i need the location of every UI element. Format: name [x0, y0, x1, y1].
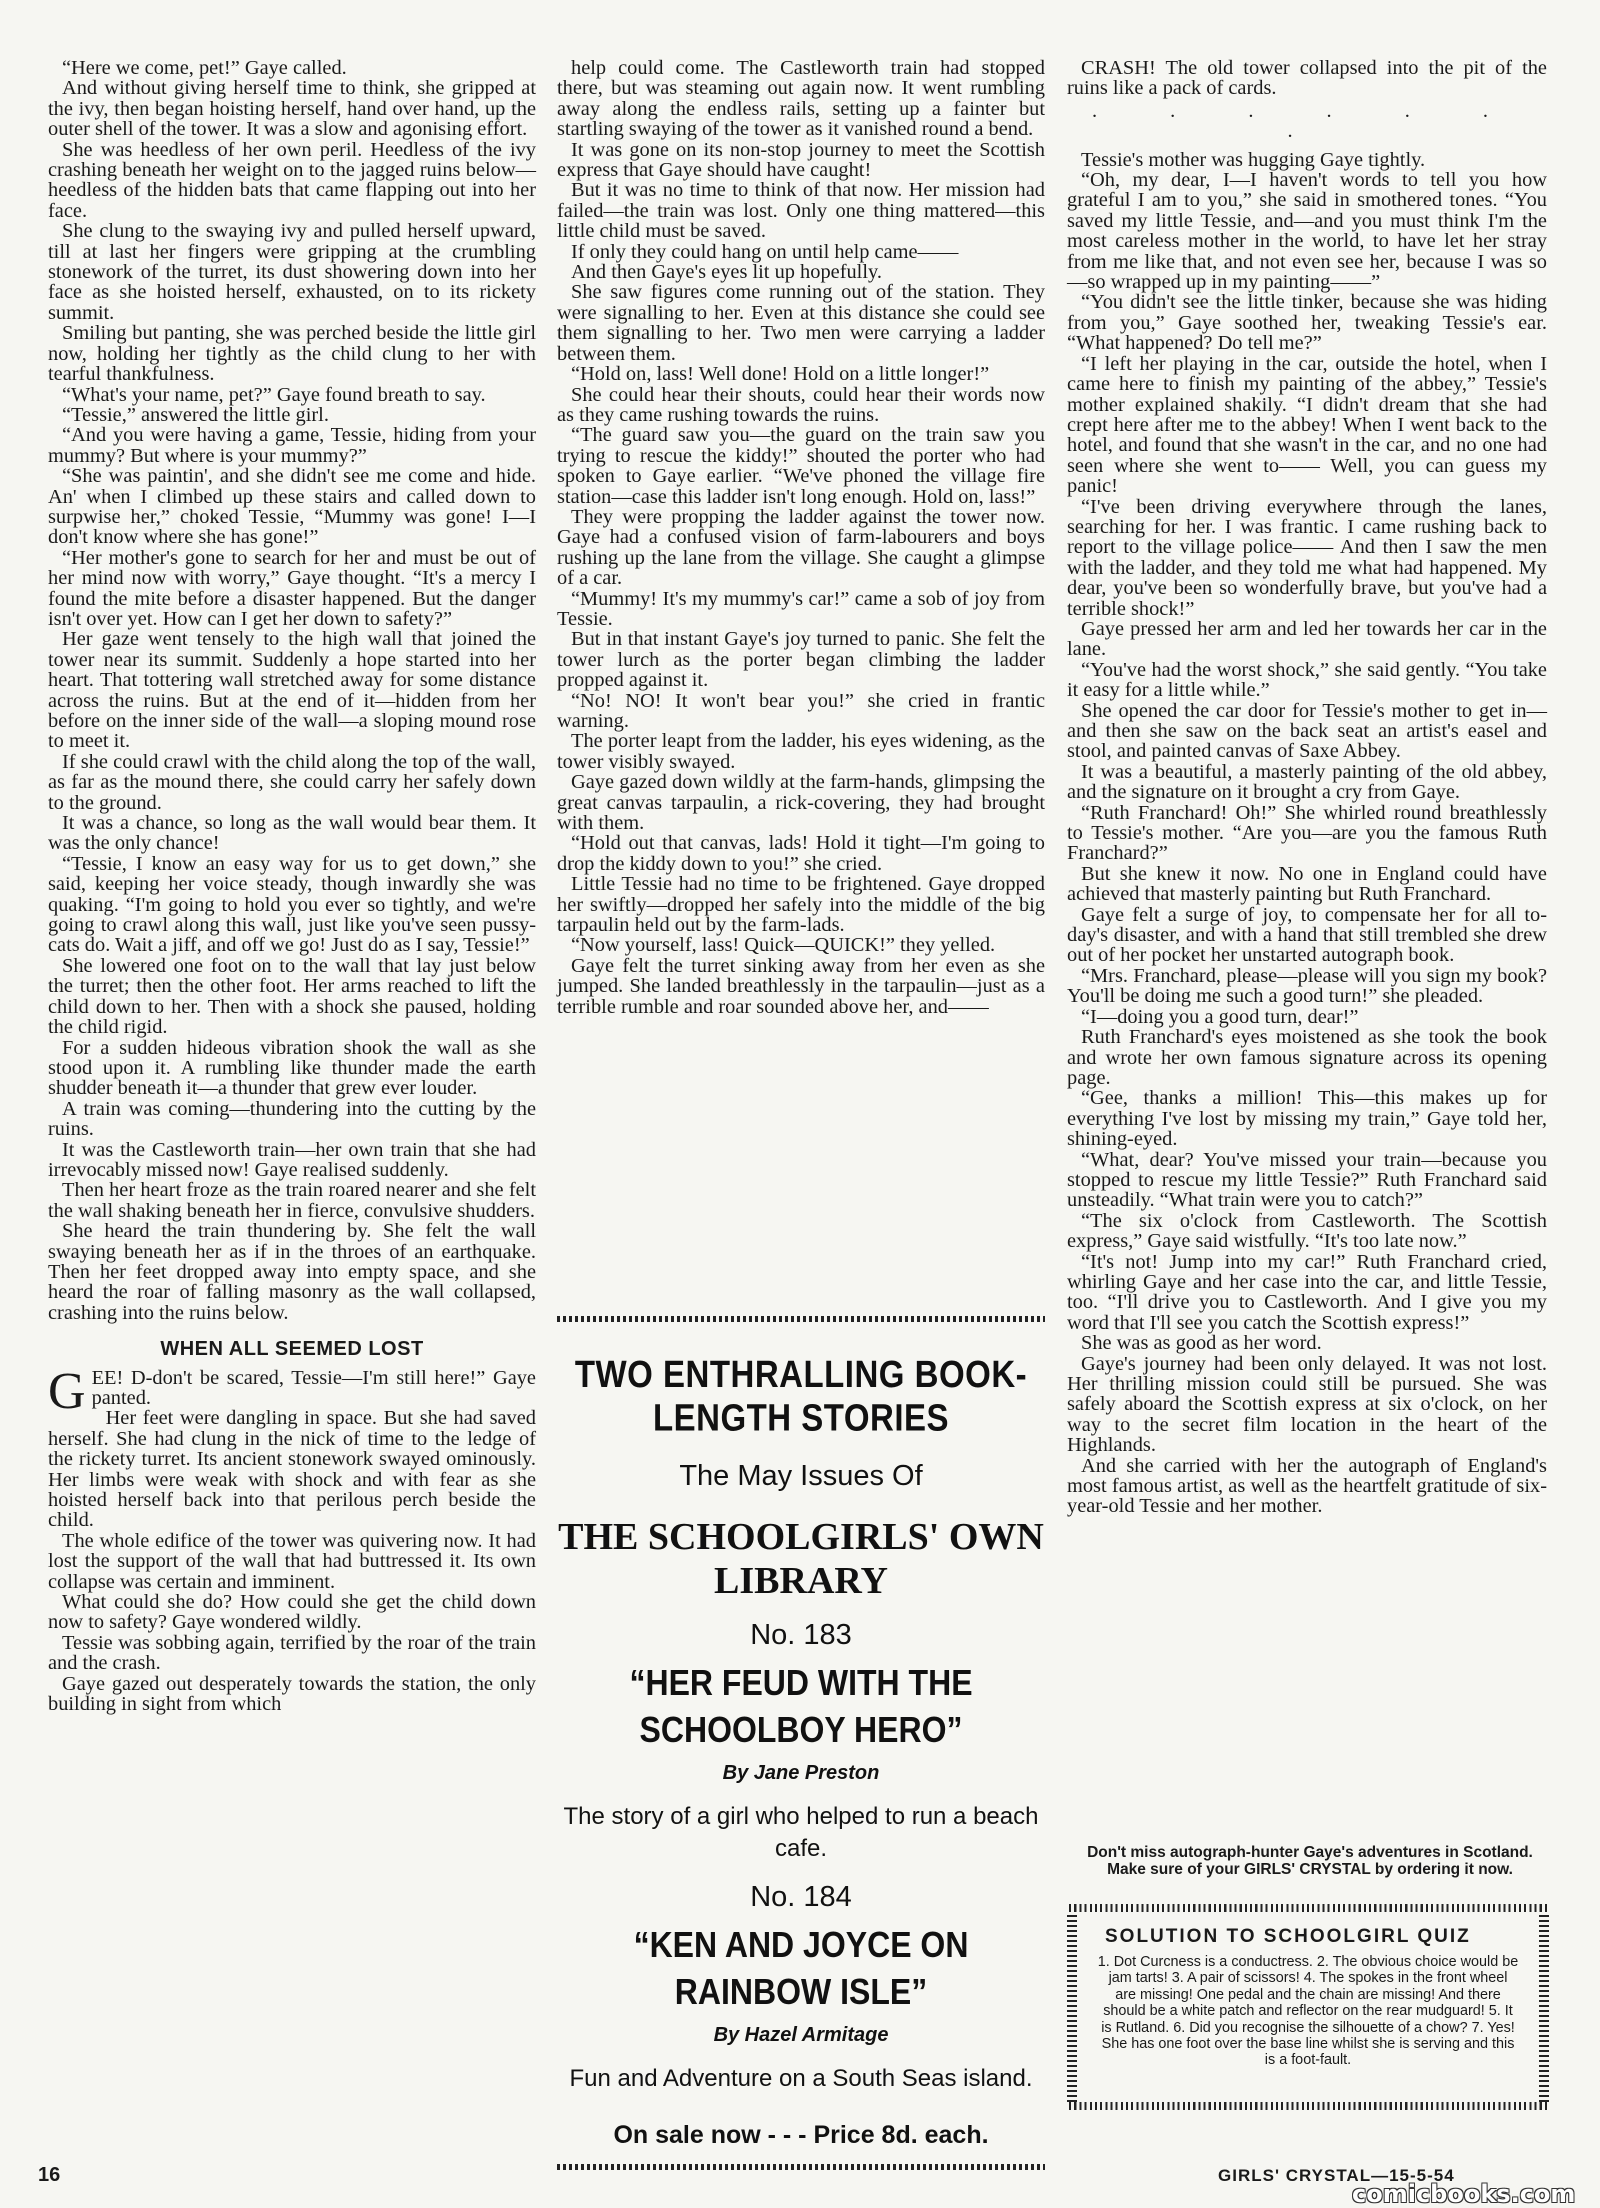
story-paragraph: “You didn't see the little tinker, because she was hiding from you,” Gaye soothed her, tweaking Tessie's ear. “What happened? Do tell me?”: [1067, 291, 1547, 355]
story-paragraph: And without giving herself time to think, she gripped at the ivy, then began hoisting herself, hand over hand, up the outer shell of the tower. It was a slow and agonising effort.: [48, 77, 536, 141]
story-paragraph: For a sudden hideous vibration shook the wall as she stood upon it. A rumbling like thunder made the earth shudder beneath it—a thunder that grew ever louder.: [48, 1036, 536, 1100]
story-paragraph: She was as good as her word.: [1081, 1332, 1322, 1355]
quiz-answers: 1. Dot Curcness is a conductress. 2. The obvious choice would be jam tarts! 3. A pair of scissors! 4. The spokes in the front wheel are missing! One pedal and the chain are missing! And there should be a white patch and reflector on the rear mudguard! 5. It is Rutland. 6. Did you recognise the silhouette of a chow? 7. Yes! She has one foot over the base line whilst she is serving and this is a foot-fault.: [1097, 1954, 1519, 2069]
story-paragraph: “Tessie,” answered the little girl.: [62, 403, 329, 426]
story-paragraph: She heard the train thundering by. She felt the wall swaying beneath her as if in the throes of an earthquake. Then her feet dropped away into empty space, and she heard the roar of falling masonry as the wall collapsed, crashing into the ruins below.: [48, 1220, 536, 1324]
library-advert: [557, 1316, 1045, 2149]
story-paragraph: Gaye's journey had been only delayed. It was not lost. Her thrilling mission could still be pursued. She was safely aboard the Scottish express at six o'clock, on her way to the secret film location in the heart of the Highlands.: [1067, 1352, 1547, 1457]
dropcap-letter: G: [48, 1362, 86, 1420]
advert-book-number: No. 184: [750, 1881, 852, 1913]
section-heading: WHEN ALL SEEMED LOST: [160, 1338, 424, 1361]
story-paragraph: Ruth Franchard's eyes moistened as she took the book and wrote her own famous signature across its opening page.: [1067, 1026, 1547, 1089]
story-paragraph: She lowered one foot on to the wall that lay just below the turret; then the other foot. Her arms reached to lift the child down to her. Then with a shock she paused, holding the child rigid.: [48, 954, 536, 1039]
quiz-box-left-border: [1067, 1912, 1077, 2102]
story-column-2: [557, 58, 1045, 1017]
story-column-1: [48, 58, 536, 1715]
story-paragraph: But she knew it now. No one in England could have achieved that masterly painting but Ruth Franchard.: [1067, 862, 1547, 906]
story-paragraph: Her gaze went tensely to the high wall that joined the tower near its summit. Suddenly a hope started into her heart. That tottering wall stretched away for some distance across the ruins. But at the end of it—hidden from her before on the inner side of the wall—a sloping mound rose to meet it.: [48, 628, 536, 753]
story-paragraph: “Hold out that canvas, lads! Hold it tight—I'm going to drop the kiddy down to you!” she cried.: [557, 832, 1045, 875]
story-paragraph: If only they could hang on until help came——: [571, 240, 959, 263]
story-paragraph: But it was no time to think of that now. Her mission had failed—the train was lost. Only one thing mattered—this little child must be saved.: [557, 179, 1045, 243]
story-paragraph: What could she do? How could she get the child down now to safety? Gaye wondered wildly.: [48, 1591, 536, 1634]
advert-price-line: On sale now - - - Price 8d. each.: [613, 2121, 989, 2149]
story-paragraph: “It's not! Jump into my car!” Ruth Franchard cried, whirling Gaye and her case into the car, and little Tessie, too. “I'll drive you to Castleworth. And I give you my word that I'll see you catch the Scottish express!”: [1067, 1250, 1547, 1334]
story-paragraph: And then Gaye's eyes lit up hopefully.: [571, 261, 882, 284]
advert-book-description: Fun and Adventure on a South Seas island.: [569, 2065, 1033, 2092]
advert-book-title: “HER FEUD WITH THE SCHOOLBOY HERO”: [629, 1662, 973, 1750]
story-paragraph: Tessie's mother was hugging Gaye tightly.: [1081, 148, 1426, 171]
story-paragraph: “I—doing you a good turn, dear!”: [1081, 1005, 1359, 1028]
dropcap-paragraph: [48, 1362, 536, 1420]
story-paragraph: “Her mother's gone to search for her and must be out of her mind now with worry,” Gaye thought. “It's a mercy I found the mite before a disaster happened. But the danger isn't over yet. How can I get her down to safety?”: [48, 546, 536, 630]
story-paragraph: “Ruth Franchard! Oh!” She whirled round breathlessly to Tessie's mother. “Are you—are you the famous Ruth Franchard?”: [1067, 801, 1547, 865]
quiz-solution-box: [1067, 1904, 1549, 2110]
story-paragraph: “The six o'clock from Castleworth. The Scottish express,” Gaye said wistfully. “It's too late now.”: [1067, 1209, 1547, 1253]
story-paragraph: She was heedless of her own peril. Heedless of the ivy crashing beneath her weight on to the jagged ruins below—heedless of the hidden bats that came flapping out into her face.: [48, 138, 536, 222]
story-paragraph: “I've been driving everywhere through the lanes, searching for her. I was frantic. I came rushing back to report to the village police—— And then I saw the men with the ladder, and they told me what had happened. My dear, you've been so wonderfully brave, but you've had a terrible shock!”: [1067, 495, 1547, 620]
story-column-3: [1067, 58, 1547, 1517]
story-paragraph: “And you were having a game, Tessie, hiding from your mummy? But where is your mummy?”: [48, 424, 536, 467]
story-paragraph: Gaye felt a surge of joy, to compensate her for all to-day's disaster, and with a hand that still trembled she drew out of her pocket her unstarted autograph book.: [1067, 903, 1547, 967]
quiz-title: SOLUTION TO SCHOOLGIRL QUIZ: [1105, 1926, 1471, 1947]
story-paragraph: It was a beautiful, a masterly painting of the old abbey, and the signature on it brought a cry from Gaye.: [1067, 760, 1547, 804]
story-paragraph: She clung to the swaying ivy and pulled herself upward, till at last her fingers were gripping at the crumbling stonework of the turret, its dust showering down into her face as she hoisted herself, exhausted, on to its rickety summit.: [48, 220, 536, 324]
story-paragraph: “What's your name, pet?” Gaye found breath to say.: [62, 383, 486, 406]
story-paragraph: Her feet were dangling in space. But she had saved herself. She had clung in the nick of time to the ledge of the rickety turret. Its ancient stonework swayed ominously. Her limbs were weak with shock and with fear as she hoisted herself back into that perilous perch beside the child.: [48, 1407, 536, 1532]
story-paragraph: Smiling but panting, she was perched beside the little girl now, holding her tightly as the child clung to her with tearful thankfulness.: [48, 322, 536, 386]
col1-paragraphs-continued: [48, 1408, 536, 1714]
story-paragraph: “Gee, thanks a million! This—this makes up for everything I've lost by missing my train,” Gaye told her, shining-eyed.: [1067, 1087, 1547, 1151]
story-paragraph: “Tessie, I know an easy way for us to get down,” she said, keeping her voice steady, though inwardly she was quaking. “I'm going to hold you ever so tightly, and we're going to crawl along this wall, just like you've seen pussy-cats do. Wait a jiff, and off we go! Just do as I say, Tessie!”: [48, 852, 536, 957]
story-paragraph: “Here we come, pet!” Gaye called.: [62, 57, 347, 79]
advert-top-rule: [557, 1316, 1045, 1322]
story-paragraph: She could hear their shouts, could hear their words now as they came rushing towards the ruins.: [557, 383, 1045, 426]
col3-paragraphs-continued: [1067, 150, 1547, 1517]
story-paragraph: “Mrs. Franchard, please—please will you sign my book? You'll be doing me such a good turn!” she pleaded.: [1067, 964, 1547, 1008]
story-paragraph: “Oh, my dear, I—I haven't words to tell you how grateful I am to you,” she said in smothered tones. “You saved my little Tessie, and—and you must think I'm the most careless mother in the world, to have let her stray from me like that, and not even see her, because I was so—so wrapped up in my painting——”: [1067, 169, 1547, 294]
story-paragraph: “She was paintin', and she didn't see me come and hide. An' when I climbed up these stairs and called down to surpwise her,” choked Tessie, “Mummy was gone! I—I don't know where she has gone!”: [48, 465, 536, 549]
story-paragraph: “What, dear? You've missed your train—because you stopped to rescue my little Tessie?” Ruth Franchard said unsteadily. “What train were you to catch?”: [1067, 1148, 1547, 1212]
page-number: 16: [38, 2164, 61, 2186]
story-paragraph: The porter leapt from the ladder, his eyes widening, as the tower visibly swayed.: [557, 730, 1045, 773]
story-paragraph: Little Tessie had no time to be frightened. Gaye dropped her swiftly—dropped her safely into the middle of the big tarpaulin held out by the farm-lads.: [557, 873, 1045, 937]
advert-may-issues: The May Issues Of: [679, 1460, 923, 1492]
story-paragraph: If she could crawl with the child along the top of the wall, as far as the mound there, she could carry her safely down to the ground.: [48, 750, 536, 814]
story-paragraph: help could come. The Castleworth train had stopped there, but was steaming out again now. It went rumbling away along the endless rails, setting up a fainter but startling swaying of the tower as it vanished round a bend.: [557, 57, 1045, 141]
story-paragraph: “No! NO! It won't bear you!” she cried in frantic warning.: [557, 689, 1045, 732]
story-paragraph: Then her heart froze as the train roared nearer and she felt the wall shaking beneath her in fierce, convulsive shudders.: [48, 1179, 536, 1222]
story-paragraph: “The guard saw you—the guard on the train saw you trying to rescue the kiddy!” shouted the porter who had spoken to Gaye earlier. “We've phoned the village fire station—case this ladder isn't long enough. Hold on, lass!”: [557, 424, 1045, 508]
story-paragraph: It was gone on its non-stop journey to meet the Scottish express that Gaye should have caught!: [557, 138, 1045, 182]
advert-book-author: By Hazel Armitage: [713, 2024, 889, 2046]
story-paragraph: “You've had the worst shock,” she said gently. “You take it easy for a little while.”: [1067, 658, 1547, 702]
story-paragraph: “Mummy! It's my mummy's car!” came a sob of joy from Tessie.: [557, 587, 1045, 630]
story-paragraph: A train was coming—thundering into the cutting by the ruins.: [48, 1097, 536, 1141]
advert-library-name: THE SCHOOLGIRLS' OWN LIBRARY: [558, 1516, 1044, 1602]
advert-book: [557, 1881, 1045, 2095]
story-paragraph: It was a chance, so long as the wall would bear them. It was the only chance!: [48, 812, 536, 855]
story-paragraph: It was the Castleworth train—her own train that she had irrevocably missed now! Gaye realised suddenly.: [48, 1138, 536, 1181]
dropcap-paragraph-text: EE! D-don't be scared, Tessie—I'm still here!” Gaye panted.: [91, 1366, 536, 1409]
scene-break: . . . . . . .: [1091, 99, 1523, 143]
story-paragraph: Tessie was sobbing again, terrified by the roar of the train and the crash.: [48, 1631, 536, 1675]
story-paragraph: Gaye felt the turret sinking away from her even as she jumped. She landed breathlessly in the tarpaulin—just as a terrible rumble and roar sounded above her, and——: [557, 954, 1045, 1018]
story-paragraph: They were propping the ladder against the tower now. Gaye had a confused vision of farm-labourers and boys rushing up the lane from the village. She caught a glimpse of a car.: [557, 505, 1045, 590]
story-paragraph: She saw figures come running out of the station. They were signalling to her. Even at this distance she could see them signalling to her. Two men were carrying a ladder between them.: [557, 281, 1045, 365]
quiz-box-right-border: [1539, 1912, 1549, 2102]
watermark-logo: comicbooks.com: [1352, 2180, 1576, 2208]
story-paragraph: Gaye gazed down wildly at the farm-hands, glimpsing the great canvas tarpaulin, a rick-covering, they had brought with them.: [557, 771, 1045, 835]
next-issue-note: Don't miss autograph-hunter Gaye's adventures in Scotland. Make sure of your GIRLS' CRYSTAL by ordering it now.: [1087, 1844, 1533, 1878]
advert-book-author: By Jane Preston: [722, 1762, 880, 1784]
col3-paragraphs: [1067, 58, 1547, 99]
advert-bottom-rule: [557, 2164, 1045, 2170]
col2-paragraphs: [557, 58, 1045, 1017]
advert-book-number: No. 183: [750, 1619, 852, 1651]
advert-book-description: The story of a girl who helped to run a beach cafe.: [563, 1803, 1039, 1862]
col1-paragraphs: [48, 58, 536, 1323]
story-paragraph: The whole edifice of the tower was quivering now. It had lost the support of the wall that had buttressed it. Its own collapse was certain and imminent.: [48, 1529, 536, 1593]
advert-book-title: “KEN AND JOYCE ON RAINBOW ISLE”: [633, 1924, 969, 2012]
advert-book: [557, 1619, 1045, 1865]
story-paragraph: But in that instant Gaye's joy turned to panic. She felt the tower lurch as the porter began climbing the ladder propped against it.: [557, 628, 1045, 692]
story-paragraph: And she carried with her the autograph of England's most famous artist, as well as the heartfelt gratitude of six-year-old Tessie and her mother.: [1067, 1454, 1547, 1518]
issue-footer: GIRLS' CRYSTAL—15-5-54: [1218, 2166, 1455, 2185]
story-paragraph: “Now yourself, lass! Quick—QUICK!” they yelled.: [571, 934, 996, 957]
story-paragraph: She opened the car door for Tessie's mother to get in—and then she saw on the back seat an artist's easel and stool, and painted canvas of Saxe Abbey.: [1067, 699, 1547, 763]
story-paragraph: Gaye pressed her arm and led her towards her car in the lane.: [1067, 617, 1547, 661]
story-paragraph: “Hold on, lass! Well done! Hold on a little longer!”: [571, 363, 990, 386]
story-paragraph: CRASH! The old tower collapsed into the pit of the ruins like a pack of cards.: [1067, 57, 1547, 100]
story-paragraph: Gaye gazed out desperately towards the station, the only building in sight from which: [48, 1672, 536, 1716]
advert-headline: TWO ENTHRALLING BOOK-LENGTH STORIES: [574, 1352, 1028, 1439]
story-paragraph: “I left her playing in the car, outside the hotel, when I came here to finish my painting of the abbey,” Tessie's mother explained shakily. “I didn't dream that she had crept here after me to the abbey! When I went back to the hotel, and found that she wasn't in the car, and no one had seen where she went to—— Well, you can guess my panic!: [1067, 352, 1547, 498]
